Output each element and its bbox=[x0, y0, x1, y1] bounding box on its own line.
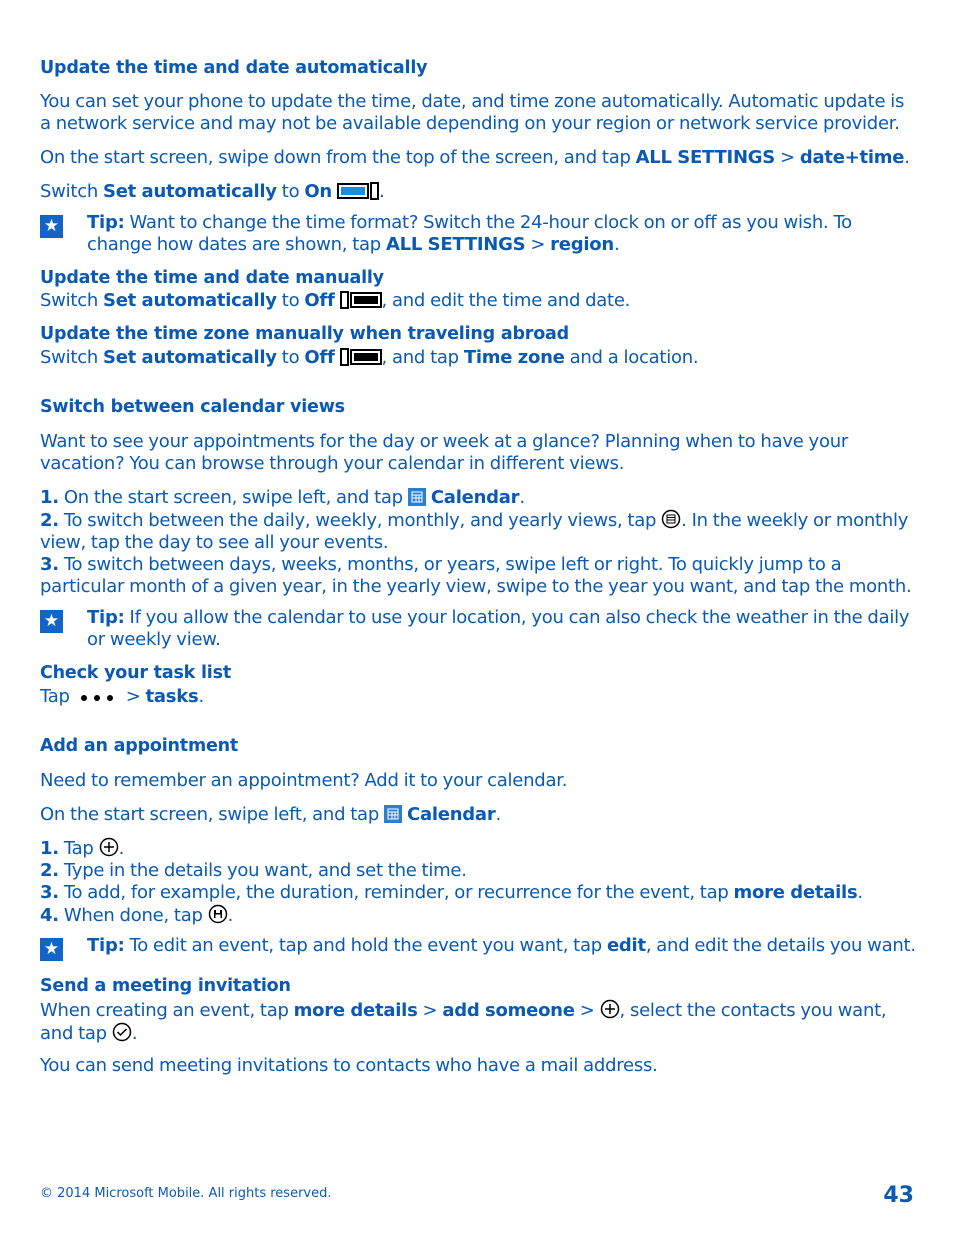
section-heading: Add an appointment bbox=[40, 736, 239, 756]
step: 2. To switch between the daily, weekly, monthly, and yearly views, tap . In the weekly or monthly view, tap the day to see all your events. bbox=[40, 510, 909, 554]
paragraph: When creating an event, tap more details > add someone > , select the contacts you want, and tap . bbox=[40, 1000, 887, 1045]
paragraph: Switch Set automatically to On . bbox=[40, 181, 385, 202]
calendar-view-icon bbox=[661, 509, 681, 529]
step: 2. Type in the details you want, and set the time. bbox=[40, 860, 467, 881]
section-heading: Update the time and date manually bbox=[40, 268, 384, 288]
paragraph: You can set your phone to update the time, date, and time zone automatically. Automatic update is a network service and may not be available depending on your region or network service provider. bbox=[40, 91, 905, 135]
paragraph: You can send meeting invitations to contacts who have a mail address. bbox=[40, 1055, 658, 1076]
section-heading: Update the time zone manually when traveling abroad bbox=[40, 324, 569, 344]
step: 1. Tap . bbox=[40, 838, 125, 859]
tip-text: Tip: Want to change the time format? Switch the 24-hour clock on or off as you wish. To change how dates are shown, tap ALL SETTINGS > region. bbox=[87, 212, 852, 256]
paragraph: Tap > tasks. bbox=[40, 686, 204, 707]
more-dots-icon bbox=[75, 687, 121, 705]
section-heading: Switch between calendar views bbox=[40, 397, 345, 417]
star-icon: ★ bbox=[40, 610, 63, 633]
checkmark-icon bbox=[112, 1022, 132, 1042]
step: 1. On the start screen, swipe left, and tap Calendar. bbox=[40, 487, 525, 508]
step: 4. When done, tap . bbox=[40, 905, 234, 926]
paragraph: On the start screen, swipe left, and tap Calendar. bbox=[40, 804, 501, 825]
paragraph: Need to remember an appointment? Add it to your calendar. bbox=[40, 770, 568, 791]
star-icon: ★ bbox=[40, 215, 63, 238]
toggle-on-icon bbox=[337, 182, 379, 200]
step: 3. To add, for example, the duration, reminder, or recurrence for the event, tap more details. bbox=[40, 882, 863, 903]
section-heading: Update the time and date automatically bbox=[40, 58, 428, 78]
save-icon bbox=[208, 904, 228, 924]
add-icon bbox=[99, 837, 119, 857]
paragraph: On the start screen, swipe down from the top of the screen, and tap ALL SETTINGS > date+time. bbox=[40, 147, 910, 168]
copyright: © 2014 Microsoft Mobile. All rights reserved. bbox=[40, 1186, 332, 1201]
paragraph: Switch Set automatically to Off , and tap Time zone and a location. bbox=[40, 347, 699, 368]
calendar-icon bbox=[384, 805, 402, 823]
star-icon: ★ bbox=[40, 938, 63, 961]
toggle-off-icon bbox=[340, 291, 382, 309]
section-heading: Send a meeting invitation bbox=[40, 976, 291, 996]
calendar-icon bbox=[408, 488, 426, 506]
page-number: 43 bbox=[883, 1183, 914, 1208]
paragraph: Want to see your appointments for the day or week at a glance? Planning when to have your vacation? You can browse through your calendar in different views. bbox=[40, 431, 849, 475]
toggle-off-icon bbox=[340, 348, 382, 366]
step: 3. To switch between days, weeks, months, or years, swipe left or right. To quickly jump to a particular month of a given year, in the yearly view, swipe to the year you want, and tap the month. bbox=[40, 554, 912, 598]
add-icon bbox=[600, 999, 620, 1019]
section-heading: Check your task list bbox=[40, 663, 231, 683]
tip-text: Tip: To edit an event, tap and hold the event you want, tap edit, and edit the details you want. bbox=[87, 935, 916, 956]
tip-text: Tip: If you allow the calendar to use your location, you can also check the weather in the daily or weekly view. bbox=[87, 607, 910, 651]
paragraph: Switch Set automatically to Off , and edit the time and date. bbox=[40, 290, 631, 311]
